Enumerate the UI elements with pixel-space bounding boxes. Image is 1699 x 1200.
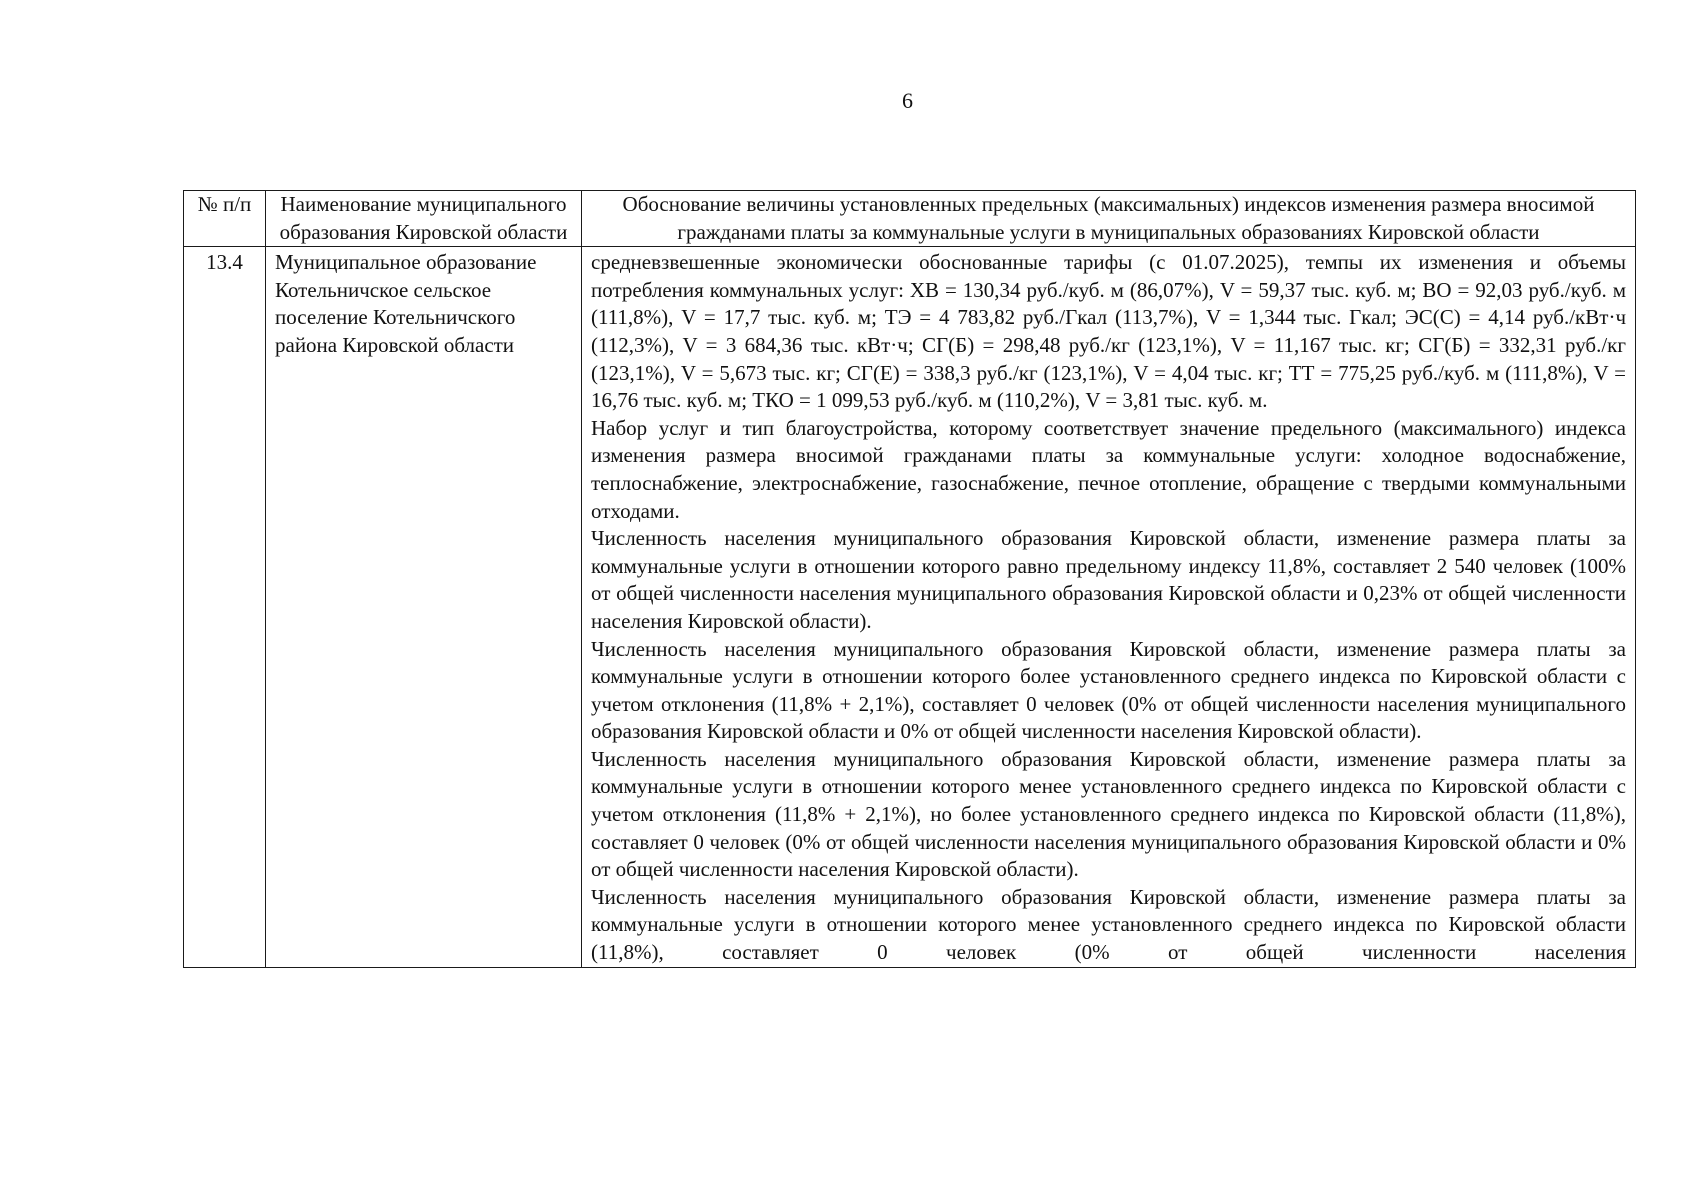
table-row (184, 247, 1636, 967)
municipality-name: Муниципальное образование Котельничское сельское поселение Котельничского района Кировской области (266, 247, 582, 967)
justification-cell (582, 247, 1636, 967)
row-number: 13.4 (184, 247, 266, 967)
tariffs-paragraph: средневзвешенные экономически обоснованные тарифы (с 01.07.2025), темпы их изменения и объемы потребления коммунальных услуг: ХВ = 130,34 руб./куб. м (86,07%), V = 59,37 тыс. куб. м; ВО = 92,03 руб./куб. м (111,8%), V = 17,7 тыс. куб. м; ТЭ = 4 783,82 руб./Гкал (113,7%), V = 1,344 тыс. Гкал; ЭС(С) = 4,14 руб./кВт·ч (112,3%), V = 3 684,36 тыс. кВт·ч; СГ(Б) = 298,48 руб./кг (123,1%), V = 11,167 тыс. кг; СГ(Б) = 332,31 руб./кг (123,1%), V = 5,673 тыс. кг; СГ(Е) = 338,3 руб./кг (123,1%), V = 4,04 тыс. кг; ТТ = 775,25 руб./куб. м (111,8%), V = 16,76 тыс. куб. м; ТКО = 1 099,53 руб./куб. м (110,2%), V = 3,81 тыс. куб. м. (591, 250, 1626, 413)
population-above-deviation-paragraph: Численность населения муниципального образования Кировской области, изменение размера платы за коммунальные услуги в отношении которого более установленного среднего индекса по Кировской области с учетом отклонения (11,8% + 2,1%), составляет 0 человек (0% от общей численности населения муниципального образования Кировской области и 0% от общей численности населения Кировской области). (591, 636, 1626, 744)
population-equal-index-paragraph: Численность населения муниципального образования Кировской области, изменение размера платы за коммунальные услуги в отношении которого равно предельному индексу 11,8%, составляет 2 540 человек (100% от общей численности населения муниципального образования Кировской области и 0,23% от общей численности населения Кировской области). (591, 526, 1626, 633)
population-below-average-paragraph: Численность населения муниципального образования Кировской области, изменение размера платы за коммунальные услуги в отношении которого менее установленного среднего индекса по Кировской области (11,8%), составляет 0 человек (0% от общей численности населения (591, 884, 1626, 965)
header-justification: Обоснование величины установленных предельных (максимальных) индексов изменения размера вносимой гражданами платы за коммунальные услуги в муниципальных образованиях Кировской области (582, 191, 1636, 247)
population-between-paragraph: Численность населения муниципального образования Кировской области, изменение размера платы за коммунальные услуги в отношении которого менее установленного среднего индекса по Кировской области с учетом отклонения (11,8% + 2,1%), но более установленного среднего индекса по Кировской области (11,8%), составляет 0 человек (0% от общей численности населения муниципального образования Кировской области и 0% от общей численности населения Кировской области). (591, 746, 1626, 882)
header-number: № п/п (184, 191, 266, 247)
page-number: 6 (902, 88, 913, 113)
header-municipality-name: Наименование муниципального образования Кировской области (266, 191, 582, 247)
justification-table (183, 190, 1636, 968)
table-header-row (184, 191, 1636, 247)
services-paragraph: Набор услуг и тип благоустройства, которому соответствует значение предельного (максимального) индекса изменения размера вносимой гражданами платы за коммунальные услуги: холодное водоснабжение, теплоснабжение, электроснабжение, газоснабжение, печное отопление, обращение с твердыми коммунальными отходами. (591, 415, 1626, 523)
